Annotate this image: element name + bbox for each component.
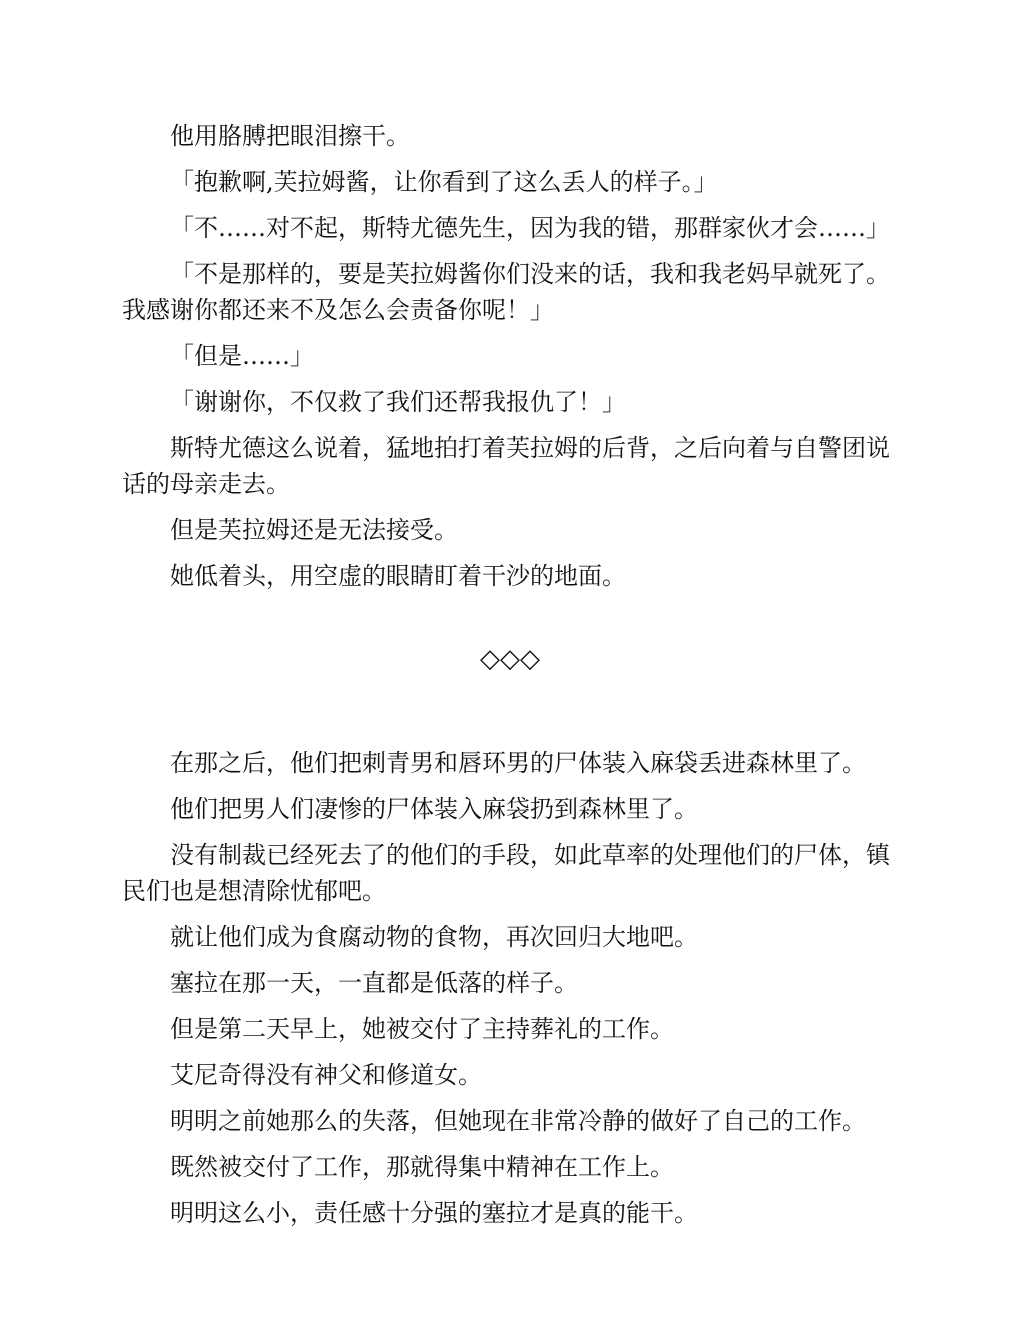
paragraph: 「不是那样的，要是芙拉姆酱你们没来的话，我和我老妈早就死了。我感谢你都还来不及怎么会责备你呢！」 bbox=[122, 260, 890, 324]
section-separator: ◇◇◇ bbox=[480, 644, 540, 674]
paragraph: 他用胳膊把眼泪擦干。 bbox=[170, 122, 410, 150]
paragraph: 她低着头，用空虚的眼睛盯着干沙的地面。 bbox=[170, 562, 626, 590]
paragraph: 「抱歉啊,芙拉姆酱，让你看到了这么丢人的样子。」 bbox=[170, 168, 718, 196]
paragraph: 他们把男人们凄惨的尸体装入麻袋扔到森林里了。 bbox=[170, 795, 698, 823]
paragraph: 但是第二天早上，她被交付了主持葬礼的工作。 bbox=[170, 1015, 674, 1043]
paragraph: 既然被交付了工作，那就得集中精神在工作上。 bbox=[170, 1153, 674, 1181]
paragraph: 「但是……」 bbox=[170, 342, 314, 370]
document-page bbox=[122, 118, 898, 1241]
paragraph: 斯特尤德这么说着，猛地拍打着芙拉姆的后背，之后向着与自警团说话的母亲走去。 bbox=[122, 434, 890, 498]
paragraph: 塞拉在那一天，一直都是低落的样子。 bbox=[170, 969, 578, 997]
paragraph: 「谢谢你，不仅救了我们还帮我报仇了！」 bbox=[170, 388, 626, 416]
paragraph: 没有制裁已经死去了的他们的手段，如此草率的处理他们的尸体，镇民们也是想清除忧郁吧。 bbox=[122, 841, 890, 905]
paragraph: 明明这么小，责任感十分强的塞拉才是真的能干。 bbox=[170, 1199, 698, 1227]
paragraph: 在那之后，他们把刺青男和唇环男的尸体装入麻袋丢进森林里了。 bbox=[170, 749, 866, 777]
paragraph: 明明之前她那么的失落，但她现在非常冷静的做好了自己的工作。 bbox=[170, 1107, 866, 1135]
paragraph: 就让他们成为食腐动物的食物，再次回归大地吧。 bbox=[170, 923, 698, 951]
paragraph: 艾尼奇得没有神父和修道女。 bbox=[170, 1061, 482, 1089]
paragraph: 「不……对不起，斯特尤德先生，因为我的错，那群家伙才会……」 bbox=[170, 214, 890, 242]
paragraph: 但是芙拉姆还是无法接受。 bbox=[170, 516, 458, 544]
